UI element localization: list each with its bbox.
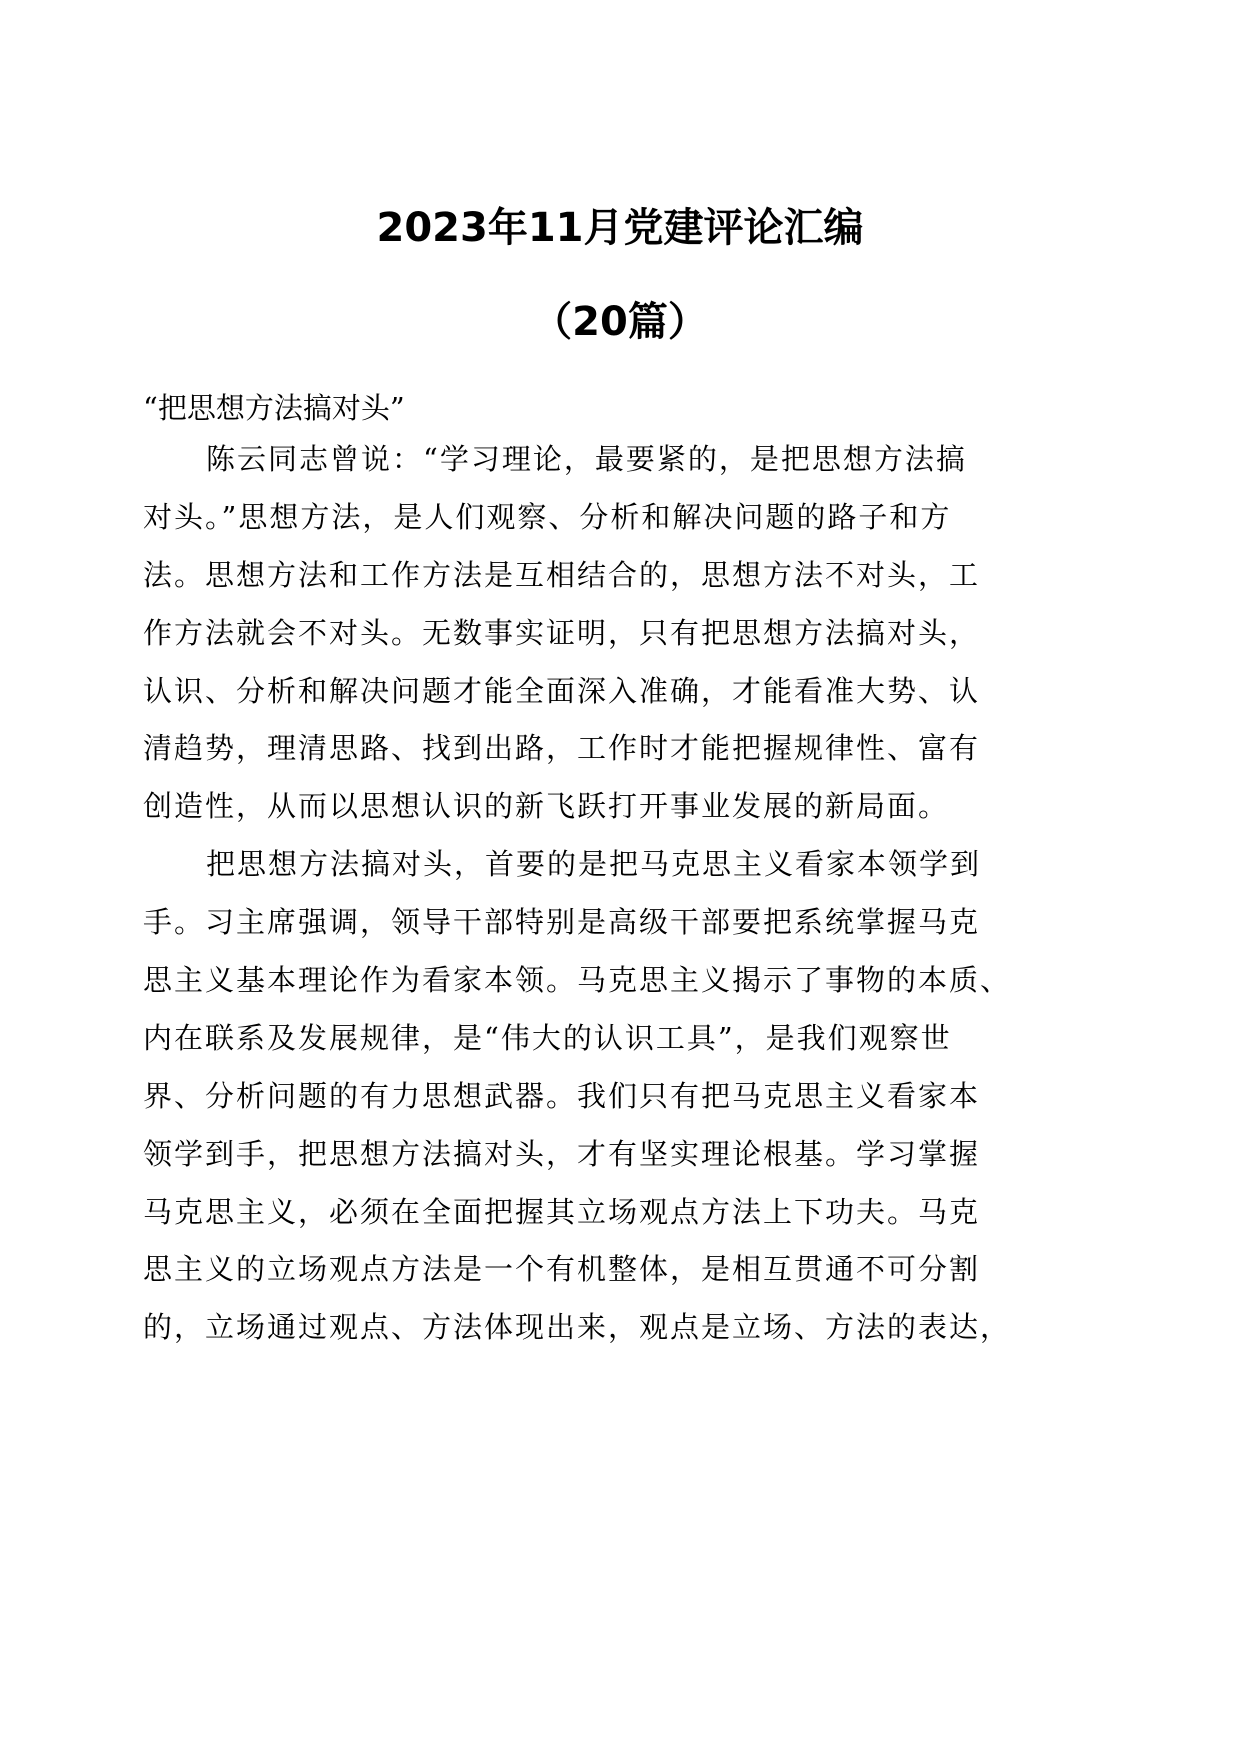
paragraph-line: 思主义的立场观点方法是一个有机整体，是相互贯通不可分割 [143,1252,981,1287]
document-title: 2023年11月党建评论汇编 [376,205,864,251]
paragraph-line: 法。思想方法和工作方法是互相结合的，思想方法不对头，工 [143,557,981,592]
document-subtitle: （20篇） [532,299,708,345]
paragraph-line: 的，立场通过观点、方法体现出来，观点是立场、方法的表达， [143,1310,1012,1345]
paragraph-line: 对头。”思想方法，是人们观察、分析和解决问题的路子和方 [143,499,952,534]
paragraph-line: 界、分析问题的有力思想武器。我们只有把马克思主义看家本 [143,1078,981,1113]
paragraph-line: 清趋势，理清思路、找到出路，工作时才能把握规律性、富有 [143,731,981,766]
paragraph-line: 作方法就会不对头。无数事实证明，只有把思想方法搞对头， [143,615,981,650]
paragraph-line: 把思想方法搞对头，首要的是把马克思主义看家本领学到 [206,847,982,882]
paragraph-line: 领学到手，把思想方法搞对头，才有坚实理论根基。学习掌握 [143,1136,981,1171]
paragraph-line: 陈云同志曾说：“学习理论，最要紧的，是把思想方法搞 [206,442,967,476]
paragraph-line: 手。习主席强调，领导干部特别是高级干部要把系统掌握马克 [143,905,981,940]
paragraph-line: 内在联系及发展规律，是“伟大的认识工具”，是我们观察世 [143,1020,952,1055]
paragraph-line: 认识、分析和解决问题才能全面深入准确，才能看准大势、认 [143,673,981,708]
paragraph-line: 思主义基本理论作为看家本领。马克思主义揭示了事物的本质、 [143,963,1012,998]
article-heading: “把思想方法搞对头” [143,391,405,425]
article-body [143,431,1143,1357]
paragraph-line: 创造性，从而以思想认识的新飞跃打开事业发展的新局面。 [143,789,950,824]
paragraph-line: 马克思主义，必须在全面把握其立场观点方法上下功夫。马克 [143,1194,981,1229]
